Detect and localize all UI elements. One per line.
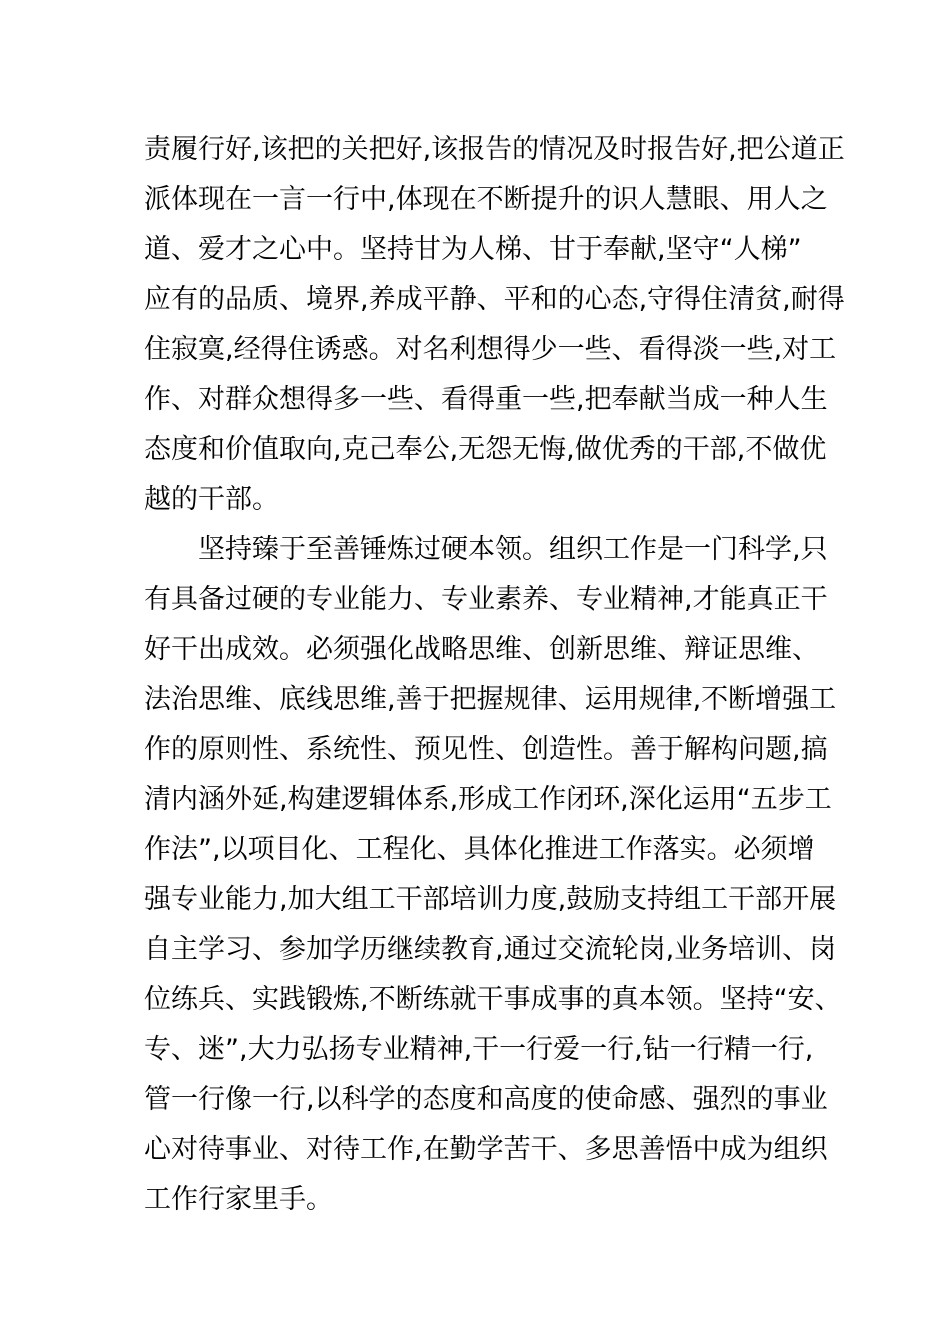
paragraph-2-line: 管一行像一行,以科学的态度和高度的使命感、强烈的事业 xyxy=(144,1084,828,1115)
paragraph-2-line: 自主学习、参加学历继续教育,通过交流轮岗,业务培训、岗 xyxy=(144,934,837,965)
paragraph-1-line: 态度和价值取向,克己奉公,无怨无悔,做优秀的干部,不做优 xyxy=(144,434,827,465)
paragraph-2-line: 作法”,以项目化、工程化、具体化推进工作落实。必须增 xyxy=(144,834,815,865)
paragraph-1-line: 越的干部。 xyxy=(144,484,279,515)
paragraph-1-line: 作、对群众想得多一些、看得重一些,把奉献当成一种人生 xyxy=(144,384,828,415)
paragraph-2-line: 坚持臻于至善锤炼过硬本领。组织工作是一门科学,只 xyxy=(198,534,828,565)
paragraph-2-line: 位练兵、实践锻炼,不断练就干事成事的真本领。坚持“安、 xyxy=(144,984,842,1015)
paragraph-2-line: 清内涵外延,构建逻辑体系,形成工作闭环,深化运用“五步工 xyxy=(144,784,832,815)
paragraph-2-line: 法治思维、底线思维,善于把握规律、运用规律,不断增强工 xyxy=(144,684,837,715)
paragraph-1-line: 道、爱才之心中。坚持甘为人梯、甘于奉献,坚守“人梯” xyxy=(144,234,802,265)
paragraph-1-line: 应有的品质、境界,养成平静、平和的心态,守得住清贫,耐得 xyxy=(144,284,845,315)
paragraph-2-line: 好干出成效。必须强化战略思维、创新思维、辩证思维、 xyxy=(144,634,819,665)
paragraph-1-line: 派体现在一言一行中,体现在不断提升的识人慧眼、用人之 xyxy=(144,184,828,215)
paragraph-2-line: 作的原则性、系统性、预见性、创造性。善于解构问题,搞 xyxy=(144,734,828,765)
paragraph-1-line: 责履行好,该把的关把好,该报告的情况及时报告好,把公道正 xyxy=(144,134,845,165)
paragraph-2-line: 心对待事业、对待工作,在勤学苦干、多思善悟中成为组织 xyxy=(144,1134,828,1165)
paragraph-2-line: 有具备过硬的专业能力、专业素养、专业精神,才能真正干 xyxy=(144,584,828,615)
paragraph-2-line: 强专业能力,加大组工干部培训力度,鼓励支持组工干部开展 xyxy=(144,884,837,915)
paragraph-1-line: 住寂寞,经得住诱惑。对名利想得少一些、看得淡一些,对工 xyxy=(144,334,837,365)
paragraph-2-line: 工作行家里手。 xyxy=(144,1184,333,1215)
paragraph-2-line: 专、迷”,大力弘扬专业精神,干一行爱一行,钻一行精一行, xyxy=(144,1034,814,1065)
